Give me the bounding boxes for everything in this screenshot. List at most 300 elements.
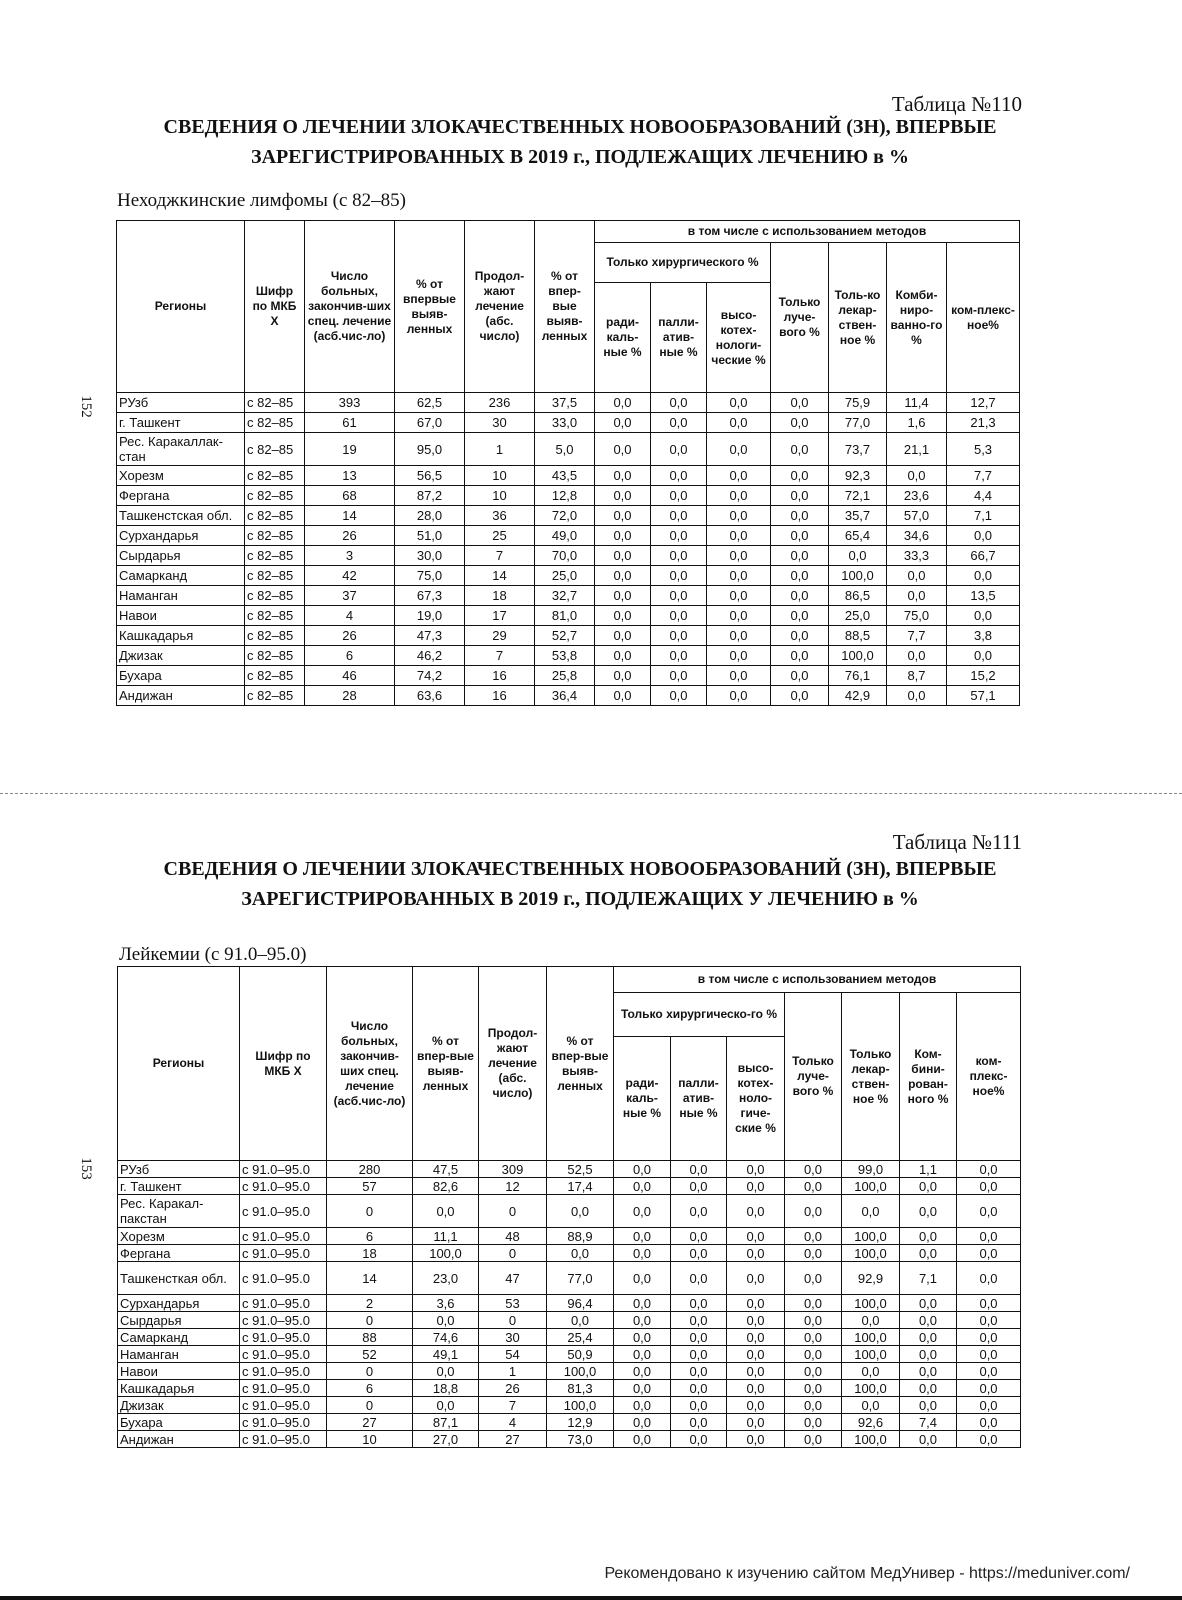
value-cell: 0,0 — [957, 1228, 1021, 1245]
value-cell: 0,0 — [595, 466, 651, 486]
value-cell: 52,5 — [547, 1161, 614, 1178]
value-cell: 25,0 — [535, 566, 595, 586]
value-cell: 12,7 — [947, 393, 1020, 413]
value-cell: 0,0 — [785, 1178, 842, 1195]
header-continuing: Продол-жают лечение (абс. число) — [465, 221, 535, 393]
value-cell: 7 — [465, 546, 535, 566]
region-cell: Бухара — [118, 1414, 240, 1431]
code-cell: с 91.0–95.0 — [240, 1363, 327, 1380]
header-combined: Ком-бини-рован-ного % — [900, 993, 957, 1161]
value-cell: 36 — [465, 506, 535, 526]
value-cell: 0,0 — [842, 1397, 900, 1414]
value-cell: 0,0 — [785, 1312, 842, 1329]
value-cell: 0,0 — [614, 1414, 671, 1431]
table-row — [117, 433, 1020, 466]
value-cell: 81,0 — [535, 606, 595, 626]
table-title-line: СВЕДЕНИЯ О ЛЕЧЕНИИ ЗЛОКАЧЕСТВЕННЫХ НОВООБРАЗОВАНИЙ (ЗН), ВПЕРВЫЕ — [163, 116, 997, 138]
value-cell: 73,7 — [829, 433, 887, 466]
value-cell: 0,0 — [614, 1262, 671, 1295]
value-cell: 0,0 — [595, 686, 651, 706]
header-pct-new-2: % от впер-вые выяв-ленных — [547, 967, 614, 1161]
table-row — [117, 566, 1020, 586]
value-cell: 0,0 — [651, 413, 707, 433]
value-cell: 280 — [327, 1161, 413, 1178]
region-cell: Ташкенсткая обл. — [118, 1262, 240, 1295]
header-drug: Только лекар-ствен-ное % — [842, 993, 900, 1161]
value-cell: 77,0 — [829, 413, 887, 433]
value-cell: 0,0 — [595, 433, 651, 466]
value-cell: 0,0 — [957, 1329, 1021, 1346]
table-row — [117, 526, 1020, 546]
table-row — [117, 393, 1020, 413]
value-cell: 12,8 — [535, 486, 595, 506]
value-cell: 4 — [305, 606, 395, 626]
header-code: Шифр по МКБ Х — [245, 221, 305, 393]
value-cell: 0,0 — [727, 1414, 785, 1431]
value-cell: 0,0 — [671, 1161, 727, 1178]
value-cell: 95,0 — [395, 433, 465, 466]
value-cell: 0,0 — [671, 1312, 727, 1329]
value-cell: 0,0 — [957, 1363, 1021, 1380]
value-cell: 0,0 — [900, 1397, 957, 1414]
table-row — [118, 1262, 1021, 1295]
value-cell: 0,0 — [595, 606, 651, 626]
header-radical: ради-каль-ные % — [614, 1037, 671, 1161]
value-cell: 0,0 — [614, 1312, 671, 1329]
value-cell: 1 — [479, 1363, 547, 1380]
code-cell: с 82–85 — [245, 486, 305, 506]
table-title-line: ЗАРЕГИСТРИРОВАННЫХ В 2019 г., ПОДЛЕЖАЩИХ У ЛЕЧЕНИЮ в % — [241, 888, 919, 910]
region-cell: Навои — [117, 606, 245, 626]
value-cell: 0,0 — [614, 1431, 671, 1448]
value-cell: 0,0 — [785, 1228, 842, 1245]
value-cell: 21,1 — [887, 433, 947, 466]
value-cell: 0 — [479, 1245, 547, 1262]
value-cell: 0,0 — [413, 1397, 479, 1414]
code-cell: с 91.0–95.0 — [240, 1380, 327, 1397]
header-palliative: палли-атив-ные % — [651, 283, 707, 393]
value-cell: 53 — [479, 1295, 547, 1312]
value-cell: 0,0 — [651, 626, 707, 646]
value-cell: 49,0 — [535, 526, 595, 546]
value-cell: 0,0 — [900, 1363, 957, 1380]
value-cell: 50,9 — [547, 1346, 614, 1363]
value-cell: 0,0 — [785, 1363, 842, 1380]
value-cell: 0,0 — [651, 606, 707, 626]
value-cell: 18 — [465, 586, 535, 606]
table-row — [117, 546, 1020, 566]
value-cell: 0,0 — [727, 1245, 785, 1262]
value-cell: 3 — [305, 546, 395, 566]
value-cell: 99,0 — [842, 1161, 900, 1178]
value-cell: 0,0 — [595, 526, 651, 546]
value-cell: 0,0 — [900, 1245, 957, 1262]
value-cell: 18,8 — [413, 1380, 479, 1397]
region-cell: Сурхандарья — [117, 526, 245, 546]
value-cell: 0,0 — [651, 486, 707, 506]
value-cell: 27,0 — [413, 1431, 479, 1448]
code-cell: с 91.0–95.0 — [240, 1245, 327, 1262]
value-cell: 0,0 — [887, 566, 947, 586]
value-cell: 1,1 — [900, 1161, 957, 1178]
value-cell: 1 — [465, 433, 535, 466]
code-cell: с 82–85 — [245, 606, 305, 626]
value-cell: 236 — [465, 393, 535, 413]
value-cell: 87,1 — [413, 1414, 479, 1431]
value-cell: 0,0 — [595, 546, 651, 566]
code-cell: с 91.0–95.0 — [240, 1161, 327, 1178]
code-cell: с 91.0–95.0 — [240, 1329, 327, 1346]
value-cell: 18 — [327, 1245, 413, 1262]
value-cell: 57 — [327, 1178, 413, 1195]
value-cell: 0,0 — [727, 1295, 785, 1312]
value-cell: 0,0 — [887, 646, 947, 666]
value-cell: 10 — [465, 466, 535, 486]
value-cell: 56,5 — [395, 466, 465, 486]
code-cell: с 82–85 — [245, 666, 305, 686]
value-cell: 0,0 — [707, 546, 771, 566]
code-cell: с 91.0–95.0 — [240, 1431, 327, 1448]
value-cell: 0,0 — [547, 1195, 614, 1228]
value-cell: 0,0 — [707, 466, 771, 486]
value-cell: 393 — [305, 393, 395, 413]
code-cell: с 82–85 — [245, 466, 305, 486]
code-cell: с 91.0–95.0 — [240, 1312, 327, 1329]
value-cell: 0,0 — [727, 1346, 785, 1363]
page-number: 153 — [77, 1157, 94, 1180]
value-cell: 0,0 — [614, 1228, 671, 1245]
code-cell: с 82–85 — [245, 526, 305, 546]
value-cell: 0 — [327, 1397, 413, 1414]
value-cell: 0,0 — [671, 1228, 727, 1245]
value-cell: 67,0 — [395, 413, 465, 433]
value-cell: 70,0 — [535, 546, 595, 566]
value-cell: 76,1 — [829, 666, 887, 686]
value-cell: 19,0 — [395, 606, 465, 626]
region-cell: РУзб — [117, 393, 245, 413]
region-cell: Андижан — [118, 1431, 240, 1448]
value-cell: 54 — [479, 1346, 547, 1363]
value-cell: 0,0 — [651, 666, 707, 686]
code-cell: с 82–85 — [245, 586, 305, 606]
value-cell: 0,0 — [957, 1312, 1021, 1329]
table-row — [118, 1312, 1021, 1329]
value-cell: 0,0 — [614, 1346, 671, 1363]
value-cell: 0,0 — [957, 1414, 1021, 1431]
value-cell: 0,0 — [900, 1178, 957, 1195]
value-cell: 0,0 — [771, 506, 829, 526]
value-cell: 62,5 — [395, 393, 465, 413]
value-cell: 63,6 — [395, 686, 465, 706]
value-cell: 0,0 — [413, 1312, 479, 1329]
table-row — [117, 486, 1020, 506]
value-cell: 0,0 — [614, 1178, 671, 1195]
value-cell: 0,0 — [614, 1161, 671, 1178]
code-cell: с 82–85 — [245, 433, 305, 466]
region-cell: Навои — [118, 1363, 240, 1380]
value-cell: 30 — [465, 413, 535, 433]
value-cell: 27 — [479, 1431, 547, 1448]
value-cell: 37,5 — [535, 393, 595, 413]
code-cell: с 82–85 — [245, 393, 305, 413]
header-combined: Комби-ниро-ванно-го % — [887, 243, 947, 393]
value-cell: 0,0 — [595, 486, 651, 506]
region-cell: Фергана — [117, 486, 245, 506]
value-cell: 0,0 — [727, 1312, 785, 1329]
value-cell: 0,0 — [671, 1195, 727, 1228]
value-cell: 3,6 — [413, 1295, 479, 1312]
table-row — [118, 1245, 1021, 1262]
value-cell: 0 — [327, 1195, 413, 1228]
value-cell: 0,0 — [785, 1414, 842, 1431]
value-cell: 0,0 — [947, 526, 1020, 546]
code-cell: с 91.0–95.0 — [240, 1262, 327, 1295]
value-cell: 82,6 — [413, 1178, 479, 1195]
value-cell: 52,7 — [535, 626, 595, 646]
footer-text: Рекомендовано к изучению сайтом МедУнивер - https://meduniver.com/ — [604, 1565, 1130, 1582]
value-cell: 0,0 — [547, 1312, 614, 1329]
value-cell: 0,0 — [614, 1195, 671, 1228]
value-cell: 16 — [465, 666, 535, 686]
value-cell: 92,3 — [829, 466, 887, 486]
code-cell: с 82–85 — [245, 506, 305, 526]
value-cell: 49,1 — [413, 1346, 479, 1363]
value-cell: 6 — [327, 1228, 413, 1245]
value-cell: 7,1 — [900, 1262, 957, 1295]
value-cell: 0,0 — [727, 1228, 785, 1245]
table-row — [117, 646, 1020, 666]
value-cell: 34,6 — [887, 526, 947, 546]
header-region: Регионы — [117, 221, 245, 393]
value-cell: 2 — [327, 1295, 413, 1312]
table-title-line: СВЕДЕНИЯ О ЛЕЧЕНИИ ЗЛОКАЧЕСТВЕННЫХ НОВООБРАЗОВАНИЙ (ЗН), ВПЕРВЫЕ — [163, 858, 997, 880]
value-cell: 0,0 — [947, 566, 1020, 586]
data-table — [117, 966, 1021, 1448]
value-cell: 0,0 — [595, 566, 651, 586]
value-cell: 15,2 — [947, 666, 1020, 686]
value-cell: 12 — [479, 1178, 547, 1195]
value-cell: 42 — [305, 566, 395, 586]
header-palliative: палли-атив-ные % — [671, 1037, 727, 1161]
value-cell: 5,3 — [947, 433, 1020, 466]
value-cell: 0,0 — [771, 393, 829, 413]
value-cell: 61 — [305, 413, 395, 433]
value-cell: 0,0 — [413, 1363, 479, 1380]
value-cell: 13 — [305, 466, 395, 486]
value-cell: 29 — [465, 626, 535, 646]
value-cell: 57,0 — [887, 506, 947, 526]
value-cell: 11,4 — [887, 393, 947, 413]
value-cell: 0,0 — [547, 1245, 614, 1262]
value-cell: 0,0 — [900, 1346, 957, 1363]
value-cell: 309 — [479, 1161, 547, 1178]
value-cell: 100,0 — [842, 1380, 900, 1397]
table-row — [118, 1228, 1021, 1245]
value-cell: 25,4 — [547, 1329, 614, 1346]
value-cell: 0,0 — [842, 1195, 900, 1228]
region-cell: Наманган — [117, 586, 245, 606]
header-hightech: высо-котех-нологи-ческие % — [707, 283, 771, 393]
value-cell: 0,0 — [900, 1431, 957, 1448]
value-cell: 0,0 — [727, 1431, 785, 1448]
value-cell: 0,0 — [651, 586, 707, 606]
table-title — [140, 112, 1020, 172]
value-cell: 0,0 — [595, 666, 651, 686]
value-cell: 0,0 — [707, 606, 771, 626]
value-cell: 51,0 — [395, 526, 465, 546]
value-cell: 100,0 — [829, 646, 887, 666]
value-cell: 0,0 — [707, 413, 771, 433]
value-cell: 75,0 — [395, 566, 465, 586]
region-cell: Сырдарья — [117, 546, 245, 566]
table-row — [118, 1380, 1021, 1397]
region-cell: Самарканд — [118, 1329, 240, 1346]
header-region: Регионы — [118, 967, 240, 1161]
value-cell: 75,9 — [829, 393, 887, 413]
value-cell: 0,0 — [651, 686, 707, 706]
value-cell: 96,4 — [547, 1295, 614, 1312]
table-row — [117, 506, 1020, 526]
code-cell: с 91.0–95.0 — [240, 1414, 327, 1431]
value-cell: 73,0 — [547, 1431, 614, 1448]
value-cell: 100,0 — [842, 1431, 900, 1448]
table-row — [117, 606, 1020, 626]
value-cell: 7,1 — [947, 506, 1020, 526]
value-cell: 0,0 — [957, 1161, 1021, 1178]
value-cell: 100,0 — [829, 566, 887, 586]
value-cell: 0,0 — [727, 1397, 785, 1414]
header-continuing: Продол-жают лечение (абс. число) — [479, 967, 547, 1161]
value-cell: 0,0 — [707, 666, 771, 686]
value-cell: 1,6 — [887, 413, 947, 433]
value-cell: 0,0 — [671, 1329, 727, 1346]
value-cell: 86,5 — [829, 586, 887, 606]
value-cell: 0,0 — [595, 586, 651, 606]
header-complex: ком-плекс-ное% — [947, 243, 1020, 393]
value-cell: 0,0 — [785, 1295, 842, 1312]
value-cell: 10 — [465, 486, 535, 506]
page-divider — [0, 793, 1182, 794]
value-cell: 87,2 — [395, 486, 465, 506]
header-finished: Число больных, закончив-ших спец. лечение (асб.чис-ло) — [305, 221, 395, 393]
value-cell: 0,0 — [707, 586, 771, 606]
value-cell: 42,9 — [829, 686, 887, 706]
table-row — [118, 1346, 1021, 1363]
value-cell: 0,0 — [771, 626, 829, 646]
header-surgical: Только хирургического % — [595, 243, 771, 283]
value-cell: 0 — [479, 1195, 547, 1228]
value-cell: 0,0 — [614, 1245, 671, 1262]
value-cell: 0,0 — [771, 646, 829, 666]
value-cell: 14 — [327, 1262, 413, 1295]
table-row — [118, 1397, 1021, 1414]
value-cell: 47,5 — [413, 1161, 479, 1178]
table-row — [117, 626, 1020, 646]
value-cell: 0,0 — [707, 486, 771, 506]
value-cell: 0,0 — [707, 626, 771, 646]
value-cell: 72,1 — [829, 486, 887, 506]
value-cell: 37 — [305, 586, 395, 606]
code-cell: с 82–85 — [245, 686, 305, 706]
header-methods: в том числе с использованием методов — [614, 967, 1021, 993]
header-drug: Толь-ко лекар-ствен-ное % — [829, 243, 887, 393]
value-cell: 0,0 — [727, 1262, 785, 1295]
value-cell: 0,0 — [947, 606, 1020, 626]
value-cell: 0,0 — [614, 1295, 671, 1312]
value-cell: 0,0 — [785, 1161, 842, 1178]
value-cell: 10 — [327, 1431, 413, 1448]
value-cell: 0,0 — [651, 506, 707, 526]
value-cell: 0,0 — [671, 1295, 727, 1312]
value-cell: 0,0 — [707, 686, 771, 706]
value-cell: 4,4 — [947, 486, 1020, 506]
value-cell: 0,0 — [651, 546, 707, 566]
region-cell: Фергана — [118, 1245, 240, 1262]
value-cell: 0,0 — [707, 566, 771, 586]
code-cell: с 91.0–95.0 — [240, 1346, 327, 1363]
value-cell: 100,0 — [842, 1295, 900, 1312]
value-cell: 0,0 — [707, 526, 771, 546]
value-cell: 0,0 — [651, 433, 707, 466]
value-cell: 48 — [479, 1228, 547, 1245]
value-cell: 0 — [327, 1312, 413, 1329]
value-cell: 0,0 — [785, 1245, 842, 1262]
header-hightech: высо-котех-ноло-гиче-ские % — [727, 1037, 785, 1161]
page-number: 152 — [77, 395, 94, 418]
value-cell: 0,0 — [957, 1431, 1021, 1448]
value-cell: 12,9 — [547, 1414, 614, 1431]
value-cell: 0,0 — [771, 546, 829, 566]
value-cell: 100,0 — [842, 1245, 900, 1262]
value-cell: 0,0 — [614, 1329, 671, 1346]
value-cell: 0,0 — [771, 433, 829, 466]
value-cell: 0,0 — [785, 1262, 842, 1295]
value-cell: 0,0 — [413, 1195, 479, 1228]
value-cell: 0,0 — [771, 566, 829, 586]
value-cell: 28,0 — [395, 506, 465, 526]
value-cell: 0,0 — [829, 546, 887, 566]
value-cell: 0,0 — [614, 1397, 671, 1414]
table-row — [118, 1161, 1021, 1178]
header-pct-new: % от впер-вые выяв-ленных — [413, 967, 479, 1161]
value-cell: 0,0 — [887, 686, 947, 706]
value-cell: 8,7 — [887, 666, 947, 686]
value-cell: 0,0 — [671, 1414, 727, 1431]
value-cell: 0,0 — [707, 393, 771, 413]
value-cell: 0,0 — [957, 1195, 1021, 1228]
value-cell: 0,0 — [614, 1380, 671, 1397]
region-cell: Джизак — [117, 646, 245, 666]
region-cell: г. Ташкент — [118, 1178, 240, 1195]
value-cell: 0,0 — [771, 686, 829, 706]
table-row — [118, 1363, 1021, 1380]
value-cell: 0,0 — [957, 1346, 1021, 1363]
table-title-line: ЗАРЕГИСТРИРОВАННЫХ В 2019 г., ПОДЛЕЖАЩИХ ЛЕЧЕНИЮ в % — [251, 146, 909, 168]
value-cell: 5,0 — [535, 433, 595, 466]
value-cell: 88,9 — [547, 1228, 614, 1245]
value-cell: 72,0 — [535, 506, 595, 526]
value-cell: 0,0 — [651, 393, 707, 413]
table-row — [118, 1431, 1021, 1448]
value-cell: 0,0 — [842, 1312, 900, 1329]
value-cell: 100,0 — [547, 1363, 614, 1380]
value-cell: 100,0 — [842, 1346, 900, 1363]
header-complex: ком-плекс-ное% — [957, 993, 1021, 1161]
table-row — [118, 1329, 1021, 1346]
code-cell: с 82–85 — [245, 546, 305, 566]
value-cell: 0,0 — [900, 1228, 957, 1245]
table-row — [117, 666, 1020, 686]
